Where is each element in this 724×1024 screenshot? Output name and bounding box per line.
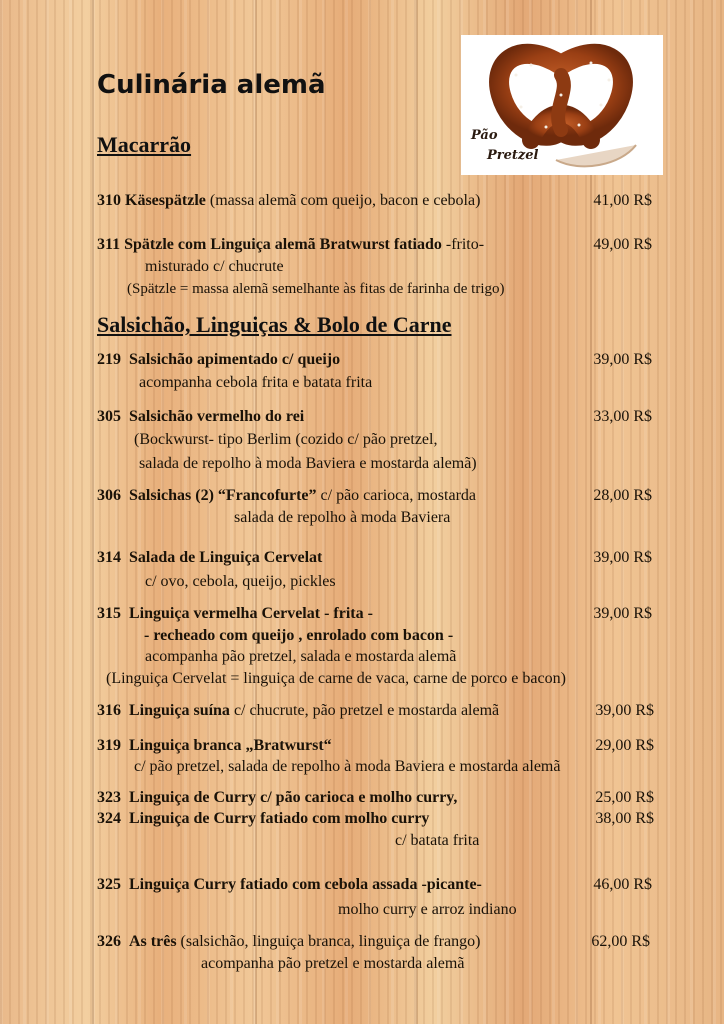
item-number: 326 [97, 933, 121, 950]
item-desc-line2: acompanha pão pretzel e mostarda alemã [201, 955, 465, 972]
item-name: Salsichão apimentado c/ queijo [129, 351, 341, 368]
item-number: 314 [97, 549, 121, 566]
item-price: 33,00 R$ [593, 408, 652, 425]
item-name: Linguiça de Curry c/ pão carioca e molho curry, [129, 789, 458, 806]
item-price: 39,00 R$ [593, 605, 652, 622]
item-desc-line2: - recheado com queijo , enrolado com bacon - [144, 627, 454, 644]
item-number: 315 [97, 605, 121, 622]
item-desc: -frito- [441, 236, 485, 253]
wood-plank-seam [92, 0, 94, 1024]
item-price: 39,00 R$ [593, 549, 652, 566]
item-number: 323 [97, 789, 121, 806]
item-name: Linguiça branca „Bratwurst“ [129, 737, 332, 754]
item-name: Linguiça Curry fatiado com cebola assada -picante- [129, 876, 482, 893]
item-price: 28,00 R$ [593, 487, 652, 504]
item-desc-line2: c/ ovo, cebola, queijo, pickles [145, 573, 336, 590]
item-name: Käsespätzle [125, 192, 206, 209]
menu-item-314 [97, 548, 322, 568]
menu-item-315 [97, 604, 373, 624]
item-name: Linguiça de Curry fatiado com molho curry [129, 810, 430, 827]
item-desc-line2: (Bockwurst- tipo Berlim (cozido c/ pão pretzel, [134, 431, 438, 448]
item-name: Linguiça suína [129, 702, 230, 719]
menu-item-311 [97, 235, 484, 255]
item-number: 325 [97, 876, 121, 893]
section-heading-salsichao: Salsichão, Linguiças & Bolo de Carne [97, 312, 452, 337]
item-price: 38,00 R$ [595, 810, 654, 827]
item-price: 46,00 R$ [593, 876, 652, 893]
item-name: Salsichão vermelho do rei [129, 408, 305, 425]
item-name: Spätzle com Linguiça alemã Bratwurst fatiado [124, 236, 442, 253]
item-price: 62,00 R$ [591, 933, 650, 950]
menu-item-319 [97, 736, 332, 756]
logo-text-line2: Pretzel [487, 148, 539, 163]
item-desc: (salsichão, linguiça branca, linguiça de frango) [176, 933, 481, 950]
item-number: 305 [97, 408, 121, 425]
item-number: 219 [97, 351, 121, 368]
item-name: As três [129, 933, 177, 950]
item-desc-line2: acompanha cebola frita e batata frita [139, 374, 373, 391]
item-note: (Linguiça Cervelat = linguiça de carne de vaca, carne de porco e bacon) [106, 670, 566, 687]
item-desc-line2: salada de repolho à moda Baviera [234, 509, 451, 526]
item-number: 319 [97, 737, 121, 754]
item-price: 25,00 R$ [595, 789, 654, 806]
menu-item-306 [97, 486, 476, 506]
item-desc: c/ chucrute, pão pretzel e mostarda alemã [229, 702, 500, 719]
pretzel-logo [461, 35, 663, 175]
menu-item-316 [97, 701, 499, 721]
item-price: 41,00 R$ [593, 192, 652, 209]
menu-item-324 [97, 809, 429, 829]
item-desc-line3: acompanha pão pretzel, salada e mostarda alemã [145, 648, 457, 665]
item-price: 39,00 R$ [593, 351, 652, 368]
item-price: 49,00 R$ [593, 236, 652, 253]
item-name: Linguiça vermelha Cervelat - frita - [129, 605, 373, 622]
item-name: Salada de Linguiça Cervelat [129, 549, 323, 566]
item-number: 306 [97, 487, 121, 504]
item-desc-line2: c/ pão pretzel, salada de repolho à moda Baviera e mostarda alemã [134, 758, 561, 775]
item-desc-line2: c/ batata frita [395, 832, 480, 849]
menu-item-305 [97, 407, 304, 427]
menu-item-325 [97, 875, 482, 895]
item-desc-line2: molho curry e arroz indiano [338, 901, 517, 918]
logo-text-line1: Pão [471, 128, 498, 143]
section-heading-macarrao: Macarrão [97, 132, 192, 157]
item-number: 310 [97, 192, 121, 209]
menu-item-219 [97, 350, 340, 370]
item-number: 324 [97, 810, 121, 827]
item-desc: c/ pão carioca, mostarda [316, 487, 477, 504]
item-desc: (massa alemã com queijo, bacon e cebola) [209, 192, 481, 209]
item-price: 39,00 R$ [595, 702, 654, 719]
menu-item-310 [97, 191, 480, 211]
item-price: 29,00 R$ [595, 737, 654, 754]
menu-item-326 [97, 932, 480, 952]
item-desc-line3: salada de repolho à moda Baviera e mostarda alemã) [139, 455, 477, 472]
menu-item-323 [97, 788, 457, 808]
item-name: Salsichas (2) “Francofurte” [129, 487, 317, 504]
item-number: 316 [97, 702, 121, 719]
page-title: Culinária alemã [97, 70, 326, 100]
item-number: 311 [97, 236, 121, 253]
item-note: (Spätzle = massa alemã semelhante às fitas de farinha de trigo) [127, 281, 505, 297]
item-desc-line2: misturado c/ chucrute [145, 258, 284, 275]
